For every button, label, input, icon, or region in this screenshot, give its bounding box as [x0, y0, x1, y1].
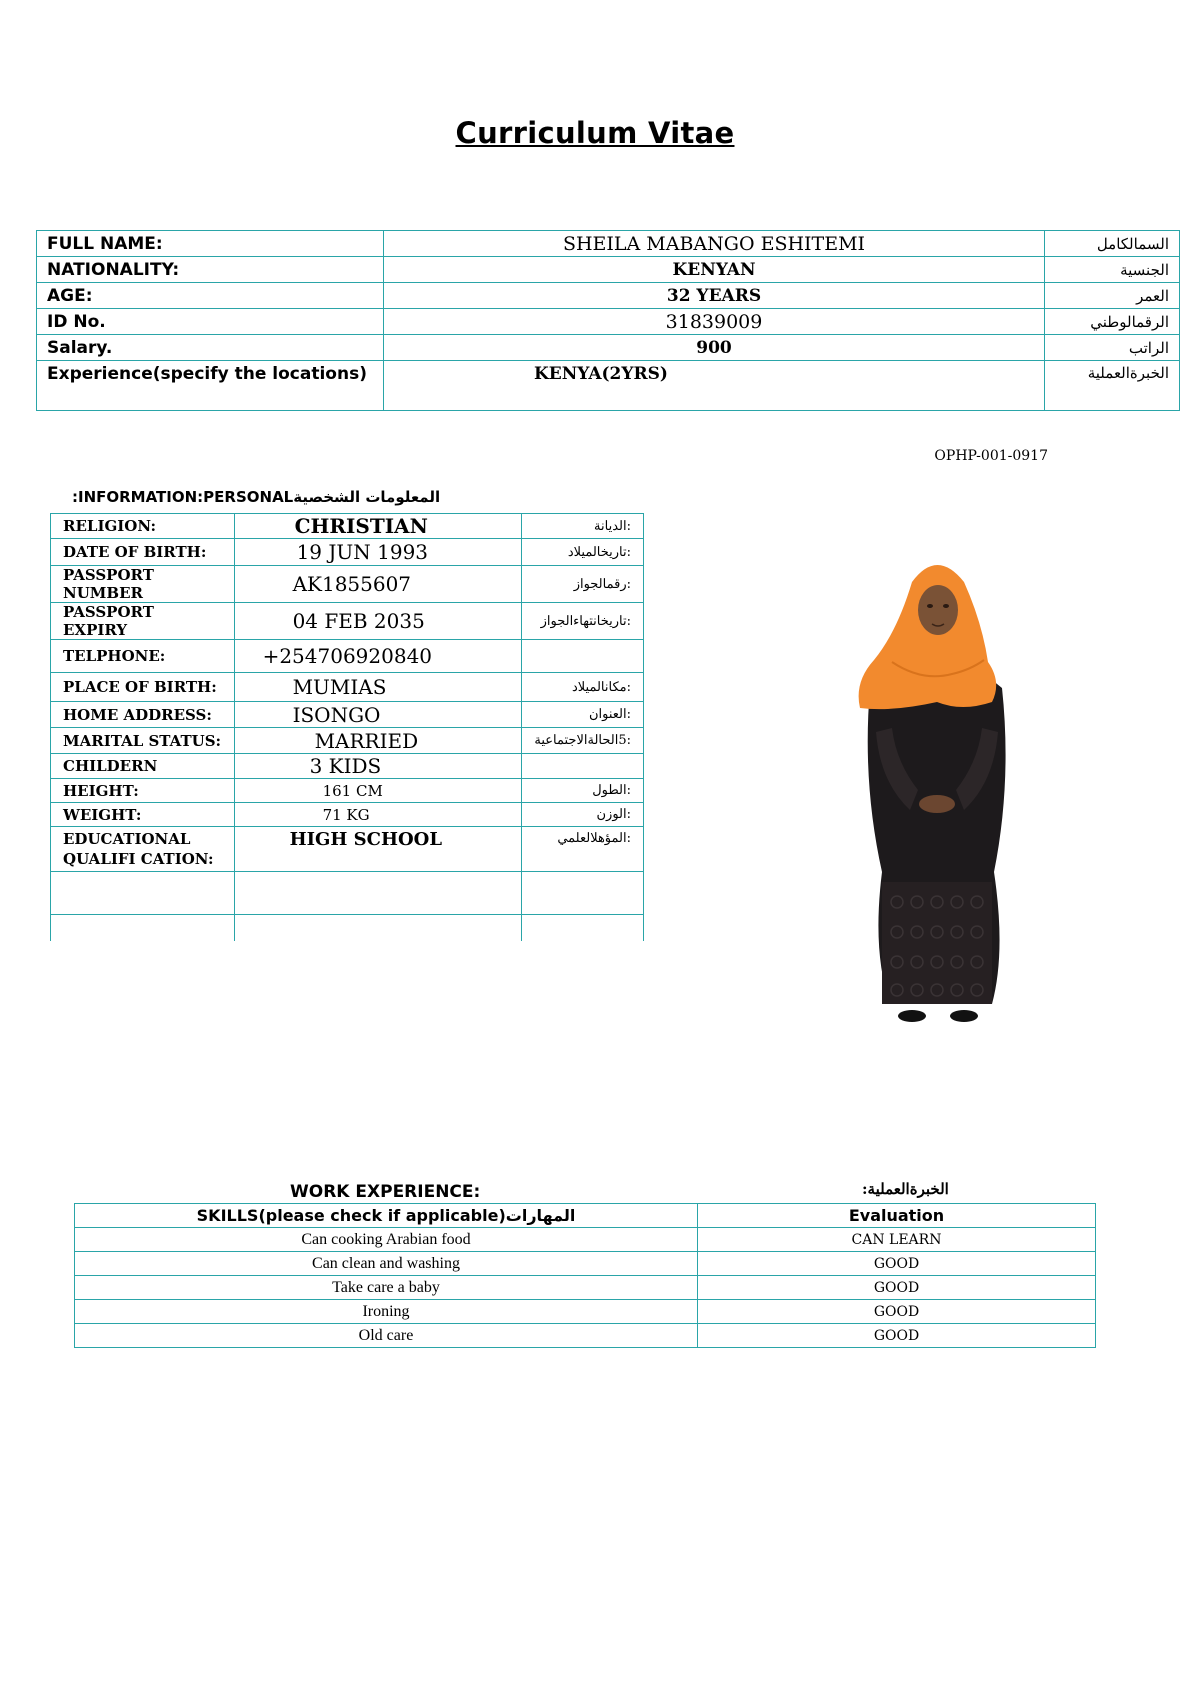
personal-row-education [51, 827, 644, 872]
skill-row [75, 1300, 1096, 1324]
empty-cell [522, 872, 644, 915]
personal-row-religion [51, 514, 644, 539]
summary-label: ID No. [37, 309, 384, 335]
personal-row-telephone [51, 640, 644, 673]
empty-cell [234, 872, 522, 915]
work-experience-arabic: :الخبرةالعملية [862, 1180, 949, 1198]
skills-table [74, 1203, 1096, 1348]
skill-name: Take care a baby [75, 1276, 698, 1300]
evaluation-header: Evaluation [698, 1204, 1096, 1228]
skill-row [75, 1276, 1096, 1300]
skill-evaluation: CAN LEARN [698, 1228, 1096, 1252]
skill-name: Can clean and washing [75, 1252, 698, 1276]
skill-evaluation: GOOD [698, 1324, 1096, 1348]
personal-arabic: :تاريخالميلاد [522, 539, 644, 566]
reference-code: OPHP-001-0917 [934, 448, 1048, 464]
personal-value: HIGH SCHOOL [234, 827, 522, 872]
summary-table [36, 230, 1180, 411]
empty-cell [522, 915, 644, 941]
skill-row [75, 1324, 1096, 1348]
summary-value: 32 YEARS [384, 283, 1045, 309]
personal-row-height [51, 779, 644, 803]
skill-name: Old care [75, 1324, 698, 1348]
empty-cell [51, 872, 235, 915]
personal-value: 71 KG [234, 803, 522, 827]
personal-row-empty [51, 915, 644, 941]
personal-arabic: :العنوان [522, 702, 644, 728]
personal-row-marital-status [51, 728, 644, 754]
summary-label: AGE: [37, 283, 384, 309]
personal-value: 3 KIDS [234, 754, 522, 779]
skill-name: Ironing [75, 1300, 698, 1324]
candidate-photo [852, 552, 1022, 1028]
summary-value: 31839009 [384, 309, 1045, 335]
summary-label: Salary. [37, 335, 384, 361]
personal-label: PASSPORT NUMBER [51, 566, 235, 603]
personal-arabic: :المؤهلالعلمي [522, 827, 644, 872]
personal-arabic: :رقمالجواز [522, 566, 644, 603]
personal-value: 04 FEB 2035 [234, 603, 522, 640]
skill-evaluation: GOOD [698, 1276, 1096, 1300]
document-title: Curriculum Vitae [455, 116, 735, 150]
personal-label: RELIGION: [51, 514, 235, 539]
summary-label: NATIONALITY: [37, 257, 384, 283]
summary-arabic: العمر [1045, 283, 1180, 309]
personal-row-home-address [51, 702, 644, 728]
personal-value: 19 JUN 1993 [234, 539, 522, 566]
empty-cell [51, 915, 235, 941]
personal-row-empty [51, 872, 644, 915]
personal-value: MUMIAS [234, 673, 522, 702]
personal-arabic: :الديانة [522, 514, 644, 539]
personal-info-heading: :INFORMATION:PERSONALالمعلومات الشخصية [72, 488, 441, 506]
personal-value: ISONGO [234, 702, 522, 728]
personal-label: HEIGHT: [51, 779, 235, 803]
personal-value: 161 CM [234, 779, 522, 803]
personal-value: AK1855607 [234, 566, 522, 603]
summary-arabic: السمالكامل [1045, 231, 1180, 257]
skills-header-row [75, 1204, 1096, 1228]
skill-name: Can cooking Arabian food [75, 1228, 698, 1252]
personal-arabic [522, 640, 644, 673]
personal-label: CHILDERN [51, 754, 235, 779]
personal-label: PLACE OF BIRTH: [51, 673, 235, 702]
personal-label: EDUCATIONAL QUALIFI CATION: [51, 827, 235, 872]
personal-row-passport-number [51, 566, 644, 603]
summary-row-salary [37, 335, 1180, 361]
personal-info-table [50, 513, 644, 941]
personal-value: MARRIED [234, 728, 522, 754]
skill-row [75, 1252, 1096, 1276]
summary-value: KENYAN [384, 257, 1045, 283]
summary-value: KENYA(2YRS) [384, 361, 1045, 411]
summary-value: SHEILA MABANGO ESHITEMI [384, 231, 1045, 257]
work-experience-heading: WORK EXPERIENCE: [290, 1182, 481, 1202]
personal-arabic [522, 754, 644, 779]
personal-value: +254706920840 [234, 640, 522, 673]
summary-row-nationality [37, 257, 1180, 283]
personal-label: WEIGHT: [51, 803, 235, 827]
summary-value: 900 [384, 335, 1045, 361]
empty-cell [234, 915, 522, 941]
summary-row-age [37, 283, 1180, 309]
summary-row-full-name [37, 231, 1180, 257]
personal-row-dob [51, 539, 644, 566]
skill-evaluation: GOOD [698, 1300, 1096, 1324]
personal-arabic: :الوزن [522, 803, 644, 827]
personal-label: HOME ADDRESS: [51, 702, 235, 728]
personal-row-children [51, 754, 644, 779]
personal-arabic: :الطول [522, 779, 644, 803]
summary-arabic: الجنسية [1045, 257, 1180, 283]
skill-row [75, 1228, 1096, 1252]
summary-arabic: الخبرةالعملية [1045, 361, 1180, 411]
summary-row-id [37, 309, 1180, 335]
personal-row-weight [51, 803, 644, 827]
personal-arabic: :5الحالةالاجتماعية [522, 728, 644, 754]
skills-header: SKILLS(please check if applicable)المهارات [75, 1204, 698, 1228]
summary-label: Experience(specify the locations) [37, 361, 384, 411]
personal-row-passport-expiry [51, 603, 644, 640]
summary-row-experience [37, 361, 1180, 411]
summary-arabic: الرقمالوطني [1045, 309, 1180, 335]
personal-label: MARITAL STATUS: [51, 728, 235, 754]
personal-label: PASSPORT EXPIRY [51, 603, 235, 640]
summary-arabic: الراتب [1045, 335, 1180, 361]
personal-arabic: :مكانالميلاد [522, 673, 644, 702]
personal-value: CHRISTIAN [234, 514, 522, 539]
summary-label: FULL NAME: [37, 231, 384, 257]
personal-label: DATE OF BIRTH: [51, 539, 235, 566]
personal-row-place-of-birth [51, 673, 644, 702]
personal-label: TELPHONE: [51, 640, 235, 673]
personal-arabic: :تاريخانتهاءالجواز [522, 603, 644, 640]
skill-evaluation: GOOD [698, 1252, 1096, 1276]
